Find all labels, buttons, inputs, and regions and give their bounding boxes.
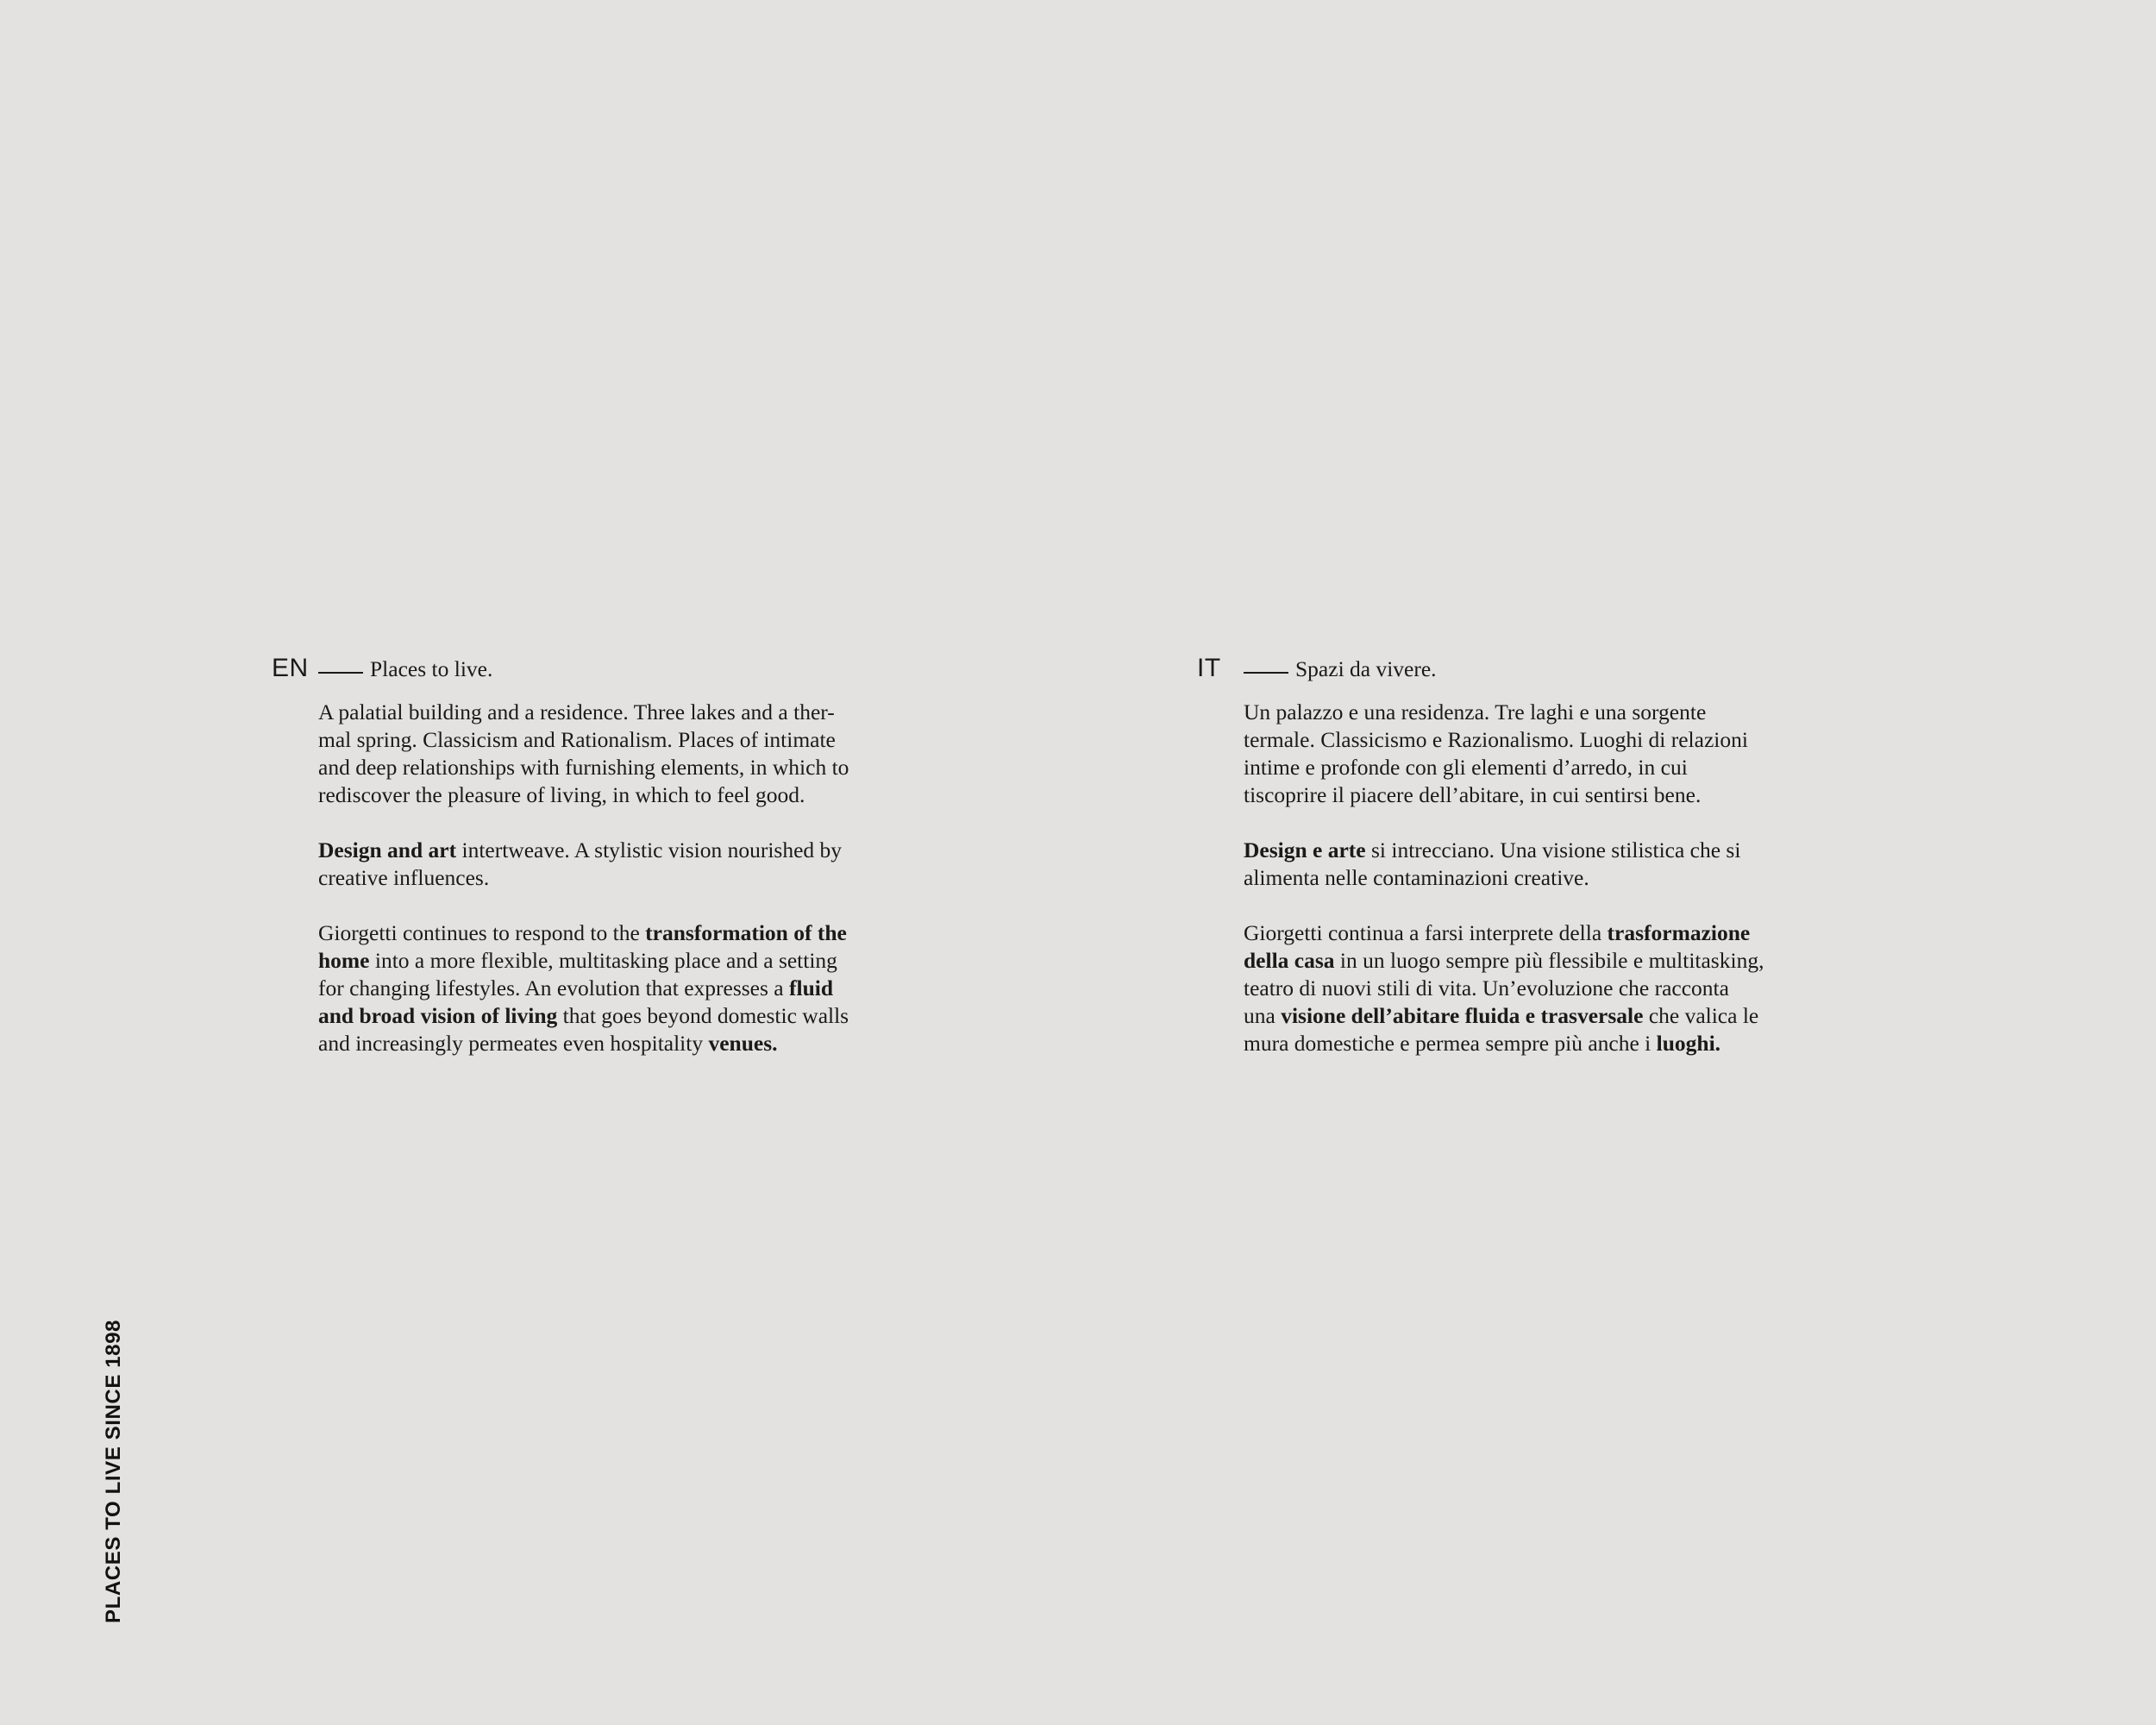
vertical-side-tag: PLACES TO LIVE SINCE 1898	[102, 1320, 125, 1623]
text-line: una	[1244, 1003, 1282, 1028]
bold-phrase: fluid	[789, 975, 834, 1000]
italian-paragraph-3	[1244, 919, 1882, 1057]
text-line: A palatial building and a residence. Three lakes and a ther-	[318, 699, 835, 724]
english-section	[272, 654, 944, 1085]
text-line: and increasingly permeates even hospitality	[318, 1031, 709, 1056]
italian-heading: Spazi da vivere.	[1295, 656, 1437, 681]
italian-paragraph-2	[1244, 837, 1882, 892]
english-heading: Places to live.	[370, 656, 493, 681]
italian-paragraph-1	[1244, 699, 1882, 809]
bold-phrase: luoghi.	[1656, 1031, 1721, 1056]
text-line: teatro di nuovi stili di vita. Un’evoluzione che racconta	[1244, 975, 1729, 1000]
bold-phrase: home	[318, 948, 370, 973]
text-line: Un palazzo e una residenza. Tre laghi e una sorgente	[1244, 699, 1707, 724]
text-line: creative influences.	[318, 865, 490, 890]
text-line: alimenta nelle contaminazioni creative.	[1244, 865, 1589, 890]
text-line: into a more flexible, multitasking place and a setting	[369, 948, 837, 973]
text-line: for changing lifestyles. An evolution that expresses a	[318, 975, 789, 1000]
italian-body	[1244, 699, 1882, 1057]
english-body	[318, 699, 956, 1057]
english-paragraph-2	[318, 837, 956, 892]
text-line: mal spring. Classicism and Rationalism. Places of intimate	[318, 727, 836, 752]
bold-phrase: and broad vision of living	[318, 1003, 558, 1028]
heading-rule	[1244, 672, 1288, 674]
text-line: mura domestiche e permea sempre più anche i	[1244, 1031, 1657, 1056]
text-line: si intrecciano. Una visione stilistica che si	[1365, 837, 1741, 862]
text-line: intime e profonde con gli elementi d’arredo, in cui	[1244, 755, 1688, 780]
english-language-code: EN	[272, 654, 309, 682]
bold-phrase: Design and art	[318, 837, 457, 862]
text-line: che valica le	[1643, 1003, 1759, 1028]
italian-section	[1197, 654, 1870, 1085]
text-line: and deep relationships with furnishing elements, in which to	[318, 755, 849, 780]
text-line: Giorgetti continues to respond to the	[318, 920, 646, 945]
text-line: that goes beyond domestic walls	[557, 1003, 849, 1028]
bold-phrase: trasformazione	[1607, 920, 1751, 945]
text-line: rediscover the pleasure of living, in which to feel good.	[318, 782, 805, 807]
bold-phrase: Design e arte	[1244, 837, 1366, 862]
text-line: intertweave. A stylistic vision nourished by	[456, 837, 843, 862]
bold-phrase: venues.	[708, 1031, 778, 1056]
english-paragraph-3	[318, 919, 956, 1057]
text-line: in un luogo sempre più flessibile e multitasking,	[1334, 948, 1764, 973]
heading-rule	[318, 672, 363, 674]
italian-heading-row	[1197, 654, 1870, 688]
text-line: tiscoprire il piacere dell’abitare, in cui sentirsi bene.	[1244, 782, 1702, 807]
bold-phrase: visione dell’abitare fluida e trasversale	[1281, 1003, 1644, 1028]
english-paragraph-1	[318, 699, 956, 809]
bold-phrase: della casa	[1244, 948, 1335, 973]
english-heading-row	[272, 654, 944, 688]
bold-phrase: transformation of the	[645, 920, 847, 945]
italian-language-code: IT	[1197, 654, 1221, 682]
text-line: Giorgetti continua a farsi interprete della	[1244, 920, 1608, 945]
text-line: termale. Classicismo e Razionalismo. Luoghi di relazioni	[1244, 727, 1748, 752]
